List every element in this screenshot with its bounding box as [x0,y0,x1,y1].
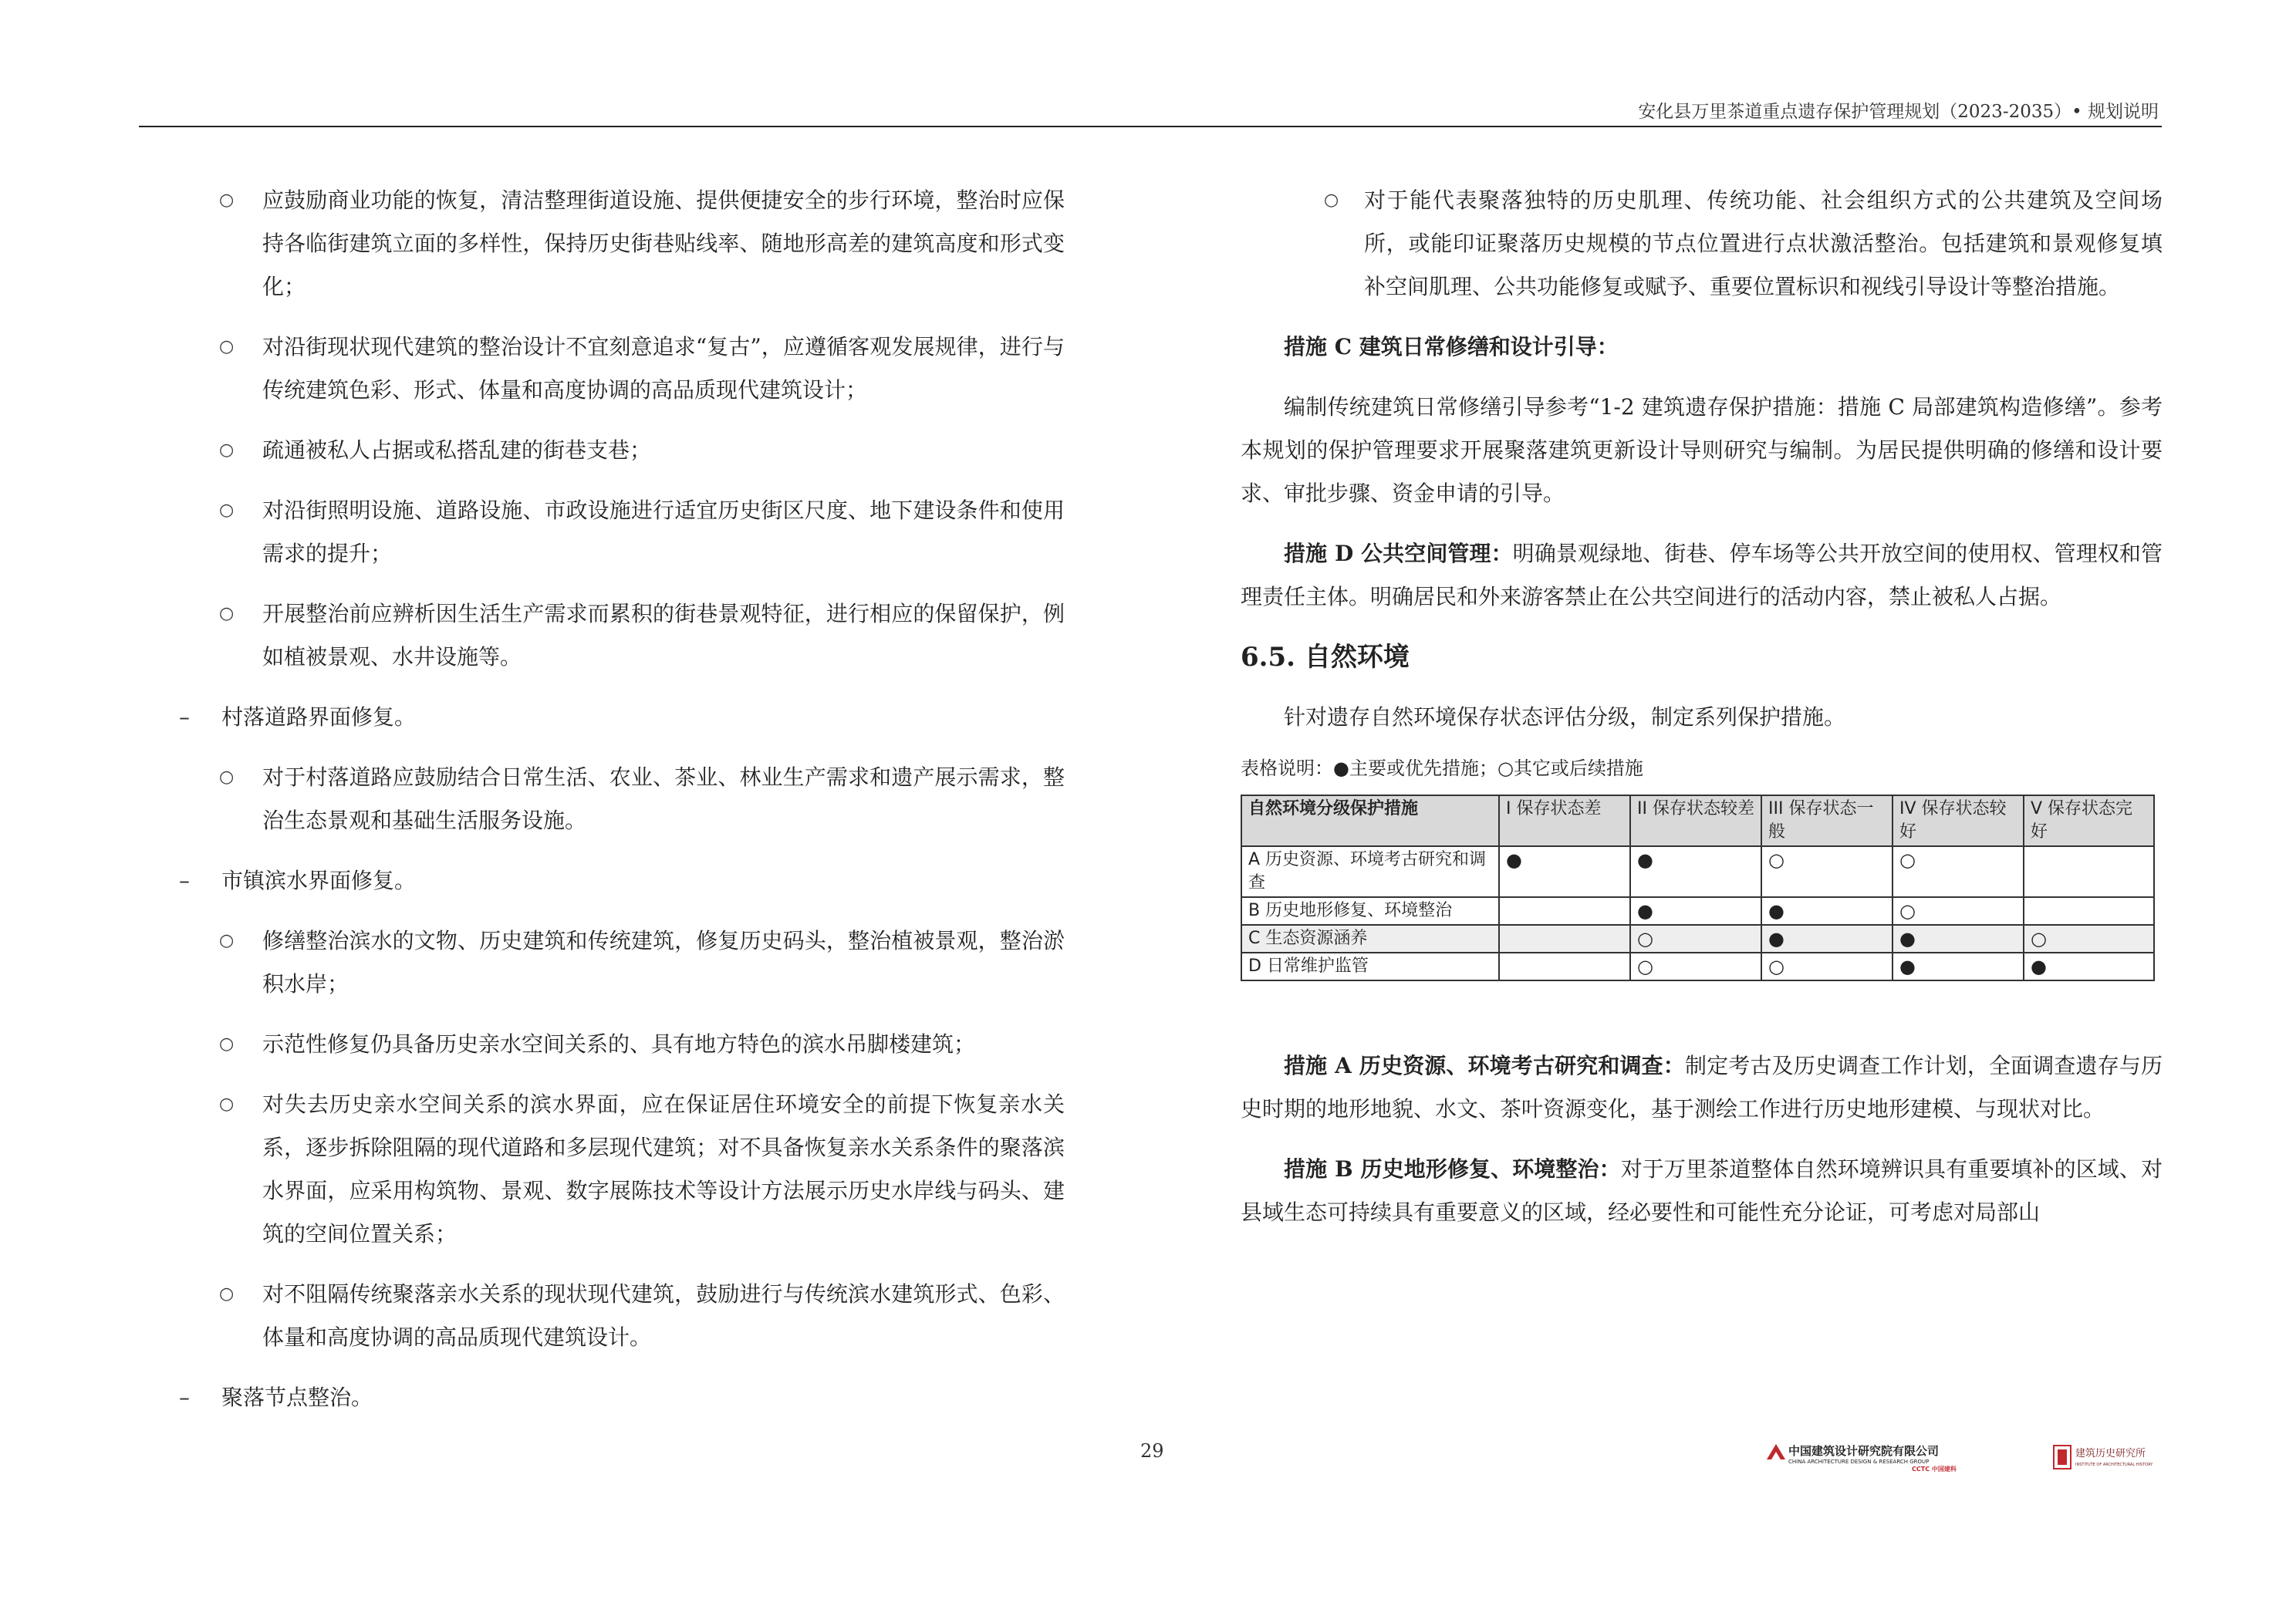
running-header: 安化县万里茶道重点遗存保护管理规划（2023-2035）• 规划说明 [1638,102,2159,122]
publisher-logo [1765,1442,2166,1473]
logo-institute: 建筑历史研究所 [2075,1448,2146,1459]
list-item-text: 对失去历史亲水空间关系的滨水界面，应在保证居住环境安全的前提下恢复亲水关系，逐步拆除阻隔的现代道路和多层现代建筑；对不具备恢复亲水关系条件的聚落滨水界面，应采用构筑物、景观、数字展陈技术等设计方法展示历史水岸线与码头、建筑的空间位置关系； [262,1092,1065,1247]
table-cell [2024,846,2154,897]
page-number: 29 [1140,1440,1164,1462]
table-header-row [1241,795,2154,846]
sub-heading-text: 聚落节点整治。 [221,1385,373,1410]
table-header-cell: I 保存状态差 [1499,795,1630,846]
table-cell: ● [1893,925,2024,953]
table-header-cell: 自然环境分级保护措施 [1241,795,1499,846]
measure-b-paragraph [1241,1148,2163,1234]
table-cell: ○ [1761,846,1893,897]
measure-d-text: 明确景观绿地、街巷、停车场等公共开放空间的使用权、管理权和管理责任主体。明确居民和外来游客禁止在公共空间进行的活动内容，禁止被私人占据。 [1241,541,2163,609]
table-cell: C 生态资源涵养 [1241,925,1499,953]
measure-a-heading: 措施 A 历史资源、环境考古研究和调查： [1284,1053,1685,1078]
table-cell: ○ [1630,953,1761,980]
list-item [170,592,1065,679]
circle-bullet-icon: ○ [219,1034,235,1054]
list-item-text: 疏通被私人占据或私搭乱建的街巷支巷； [262,437,652,463]
table-cell: ○ [2024,925,2154,953]
table-row [1241,897,2154,925]
section-intro: 针对遗存自然环境保存状态评估分级，制定系列保护措施。 [1284,704,1846,730]
table-cell [1499,953,1630,980]
left-column [170,179,1065,1419]
table-header-cell: V 保存状态完好 [2024,795,2154,846]
logo-name-en: CHINA ARCHITECTURE DESIGN & RESEARCH GROUP [1788,1459,1930,1465]
measure-a-text: 制定考古及历史调查工作计划，全面调查遗存与历史时期的地形地貌、水文、茶叶资源变化，基于测绘工作进行历史地形建模、与现状对比。 [1241,1053,2163,1122]
table-row [1241,925,2154,953]
table-header-cell: II 保存状态较差 [1630,795,1761,846]
table-header-cell: IV 保存状态较好 [1893,795,2024,846]
table-header-cell: III 保存状态一般 [1761,795,1893,846]
sub-heading-waterfront [170,859,1065,903]
table-row [1241,846,2154,897]
list-item [170,1083,1065,1256]
measure-d-heading: 措施 D 公共空间管理： [1284,541,1513,566]
circle-bullet-icon: ○ [219,191,235,210]
dash-bullet-icon: – [179,868,190,893]
list-item-text: 对于能代表聚落独特的历史肌理、传统功能、社会组织方式的公共建筑及空间场所，或能印证聚落历史规模的节点位置进行点状激活整治。包括建筑和景观修复填补空间肌理、公共功能修复或赋予、重要位置标识和视线引导设计等整治措施。 [1364,187,2163,299]
measure-d-paragraph [1241,532,2163,619]
table-cell: ○ [1630,925,1761,953]
table-cell: ● [1630,846,1761,897]
logo-sub: CCTC 中国建科 [1912,1466,1957,1473]
sub-heading-nodes [170,1376,1065,1419]
table-cell: ○ [1893,846,2024,897]
measure-b-heading: 措施 B 历史地形修复、环境整治： [1284,1156,1621,1182]
table-cell: ● [2024,953,2154,980]
circle-bullet-icon: ○ [219,501,235,520]
table-cell: ○ [1761,953,1893,980]
table-cell: ● [1630,897,1761,925]
dash-bullet-icon: – [179,1385,190,1410]
table-cell: B 历史地形修复、环境整治 [1241,897,1499,925]
table-row [1241,953,2154,980]
logo-name-cn: 中国建筑设计研究院有限公司 [1788,1444,1940,1458]
circle-bullet-icon: ○ [219,1095,235,1114]
circle-bullet-icon: ○ [219,768,235,787]
list-item [170,429,1065,472]
circle-bullet-icon: ○ [219,931,235,950]
list-item [170,1023,1065,1066]
measure-b-text: 对于万里茶道整体自然环境辨识具有重要填补的区域、对县域生态可持续具有重要意义的区域，经必要性和可能性充分论证，可考虑对局部山 [1241,1156,2163,1225]
header-divider [139,126,2162,127]
table-legend: 表格说明：●主要或优先措施；○其它或后续措施 [1241,758,1643,779]
table-cell [1499,897,1630,925]
list-item [170,489,1065,575]
list-item-text: 开展整治前应辨析因生活生产需求而累积的街巷景观特征，进行相应的保留保护，例如植被景观、水井设施等。 [262,601,1065,670]
list-item-text: 应鼓励商业功能的恢复，清洁整理街道设施、提供便捷安全的步行环境，整治时应保持各临街建筑立面的多样性，保持历史街巷贴线率、随地形高差的建筑高度和形式变化； [262,187,1065,299]
logo-institute-en: INSTITUTE OF ARCHITECTURAL HISTORY [2075,1463,2153,1467]
sub-heading-text: 市镇滨水界面修复。 [221,868,417,893]
sub-heading-text: 村落道路界面修复。 [221,704,417,730]
dash-bullet-icon: – [179,704,190,730]
circle-bullet-icon: ○ [219,1284,235,1304]
table-cell: ○ [1893,897,2024,925]
list-item [170,179,1065,309]
right-column [1241,179,2163,1234]
list-item [170,326,1065,412]
list-item-text: 对沿街照明设施、道路设施、市政设施进行适宜历史街区尺度、地下建设条件和使用需求的提升； [262,498,1065,566]
table-cell [2024,897,2154,925]
circle-bullet-icon: ○ [219,604,235,623]
table-cell: ● [1761,925,1893,953]
list-item-text: 对不阻隔传统聚落亲水关系的现状现代建筑，鼓励进行与传统滨水建筑形式、色彩、体量和高度协调的高品质现代建筑设计。 [262,1281,1065,1350]
protection-measures-table [1241,795,2155,981]
section-heading: 6.5. 自然环境 [1241,642,1410,673]
circle-bullet-icon: ○ [1324,191,1339,210]
table-cell: D 日常维护监管 [1241,953,1499,980]
measure-a-paragraph [1241,1044,2163,1131]
measure-c-heading: 措施 C 建筑日常修缮和设计引导： [1284,334,1619,359]
table-cell: ● [1893,953,2024,980]
list-item-text: 示范性修复仍具备历史亲水空间关系的、具有地方特色的滨水吊脚楼建筑； [262,1031,976,1057]
list-item-text: 对于村落道路应鼓励结合日常生活、农业、茶业、林业生产需求和遗产展示需求，整治生态景观和基础生活服务设施。 [262,764,1065,833]
table-cell: ● [1499,846,1630,897]
table-cell: A 历史资源、环境考古研究和调查 [1241,846,1499,897]
circle-bullet-icon: ○ [219,337,235,356]
sub-heading-village-roads [170,696,1065,739]
list-item [1241,179,2163,309]
list-item [170,756,1065,842]
circle-bullet-icon: ○ [219,440,235,460]
list-item [170,919,1065,1006]
list-item [170,1273,1065,1359]
list-item-text: 对沿街现状现代建筑的整治设计不宜刻意追求“复古”，应遵循客观发展规律，进行与传统建筑色彩、形式、体量和高度协调的高品质现代建筑设计； [262,334,1065,403]
cadg-logo-icon [1765,1442,2166,1473]
measure-c-text: 编制传统建筑日常修缮引导参考“1-2 建筑遗存保护措施：措施 C 局部建筑构造修缮”。参考本规划的保护管理要求开展聚落建筑更新设计导则研究与编制。为居民提供明确的修缮和设计要求、审批步骤、资金申请的引导。 [1241,394,2163,506]
list-item-text: 修缮整治滨水的文物、历史建筑和传统建筑，修复历史码头，整治植被景观，整治淤积水岸； [262,928,1065,997]
table-cell [1499,925,1630,953]
table-cell: ● [1761,897,1893,925]
